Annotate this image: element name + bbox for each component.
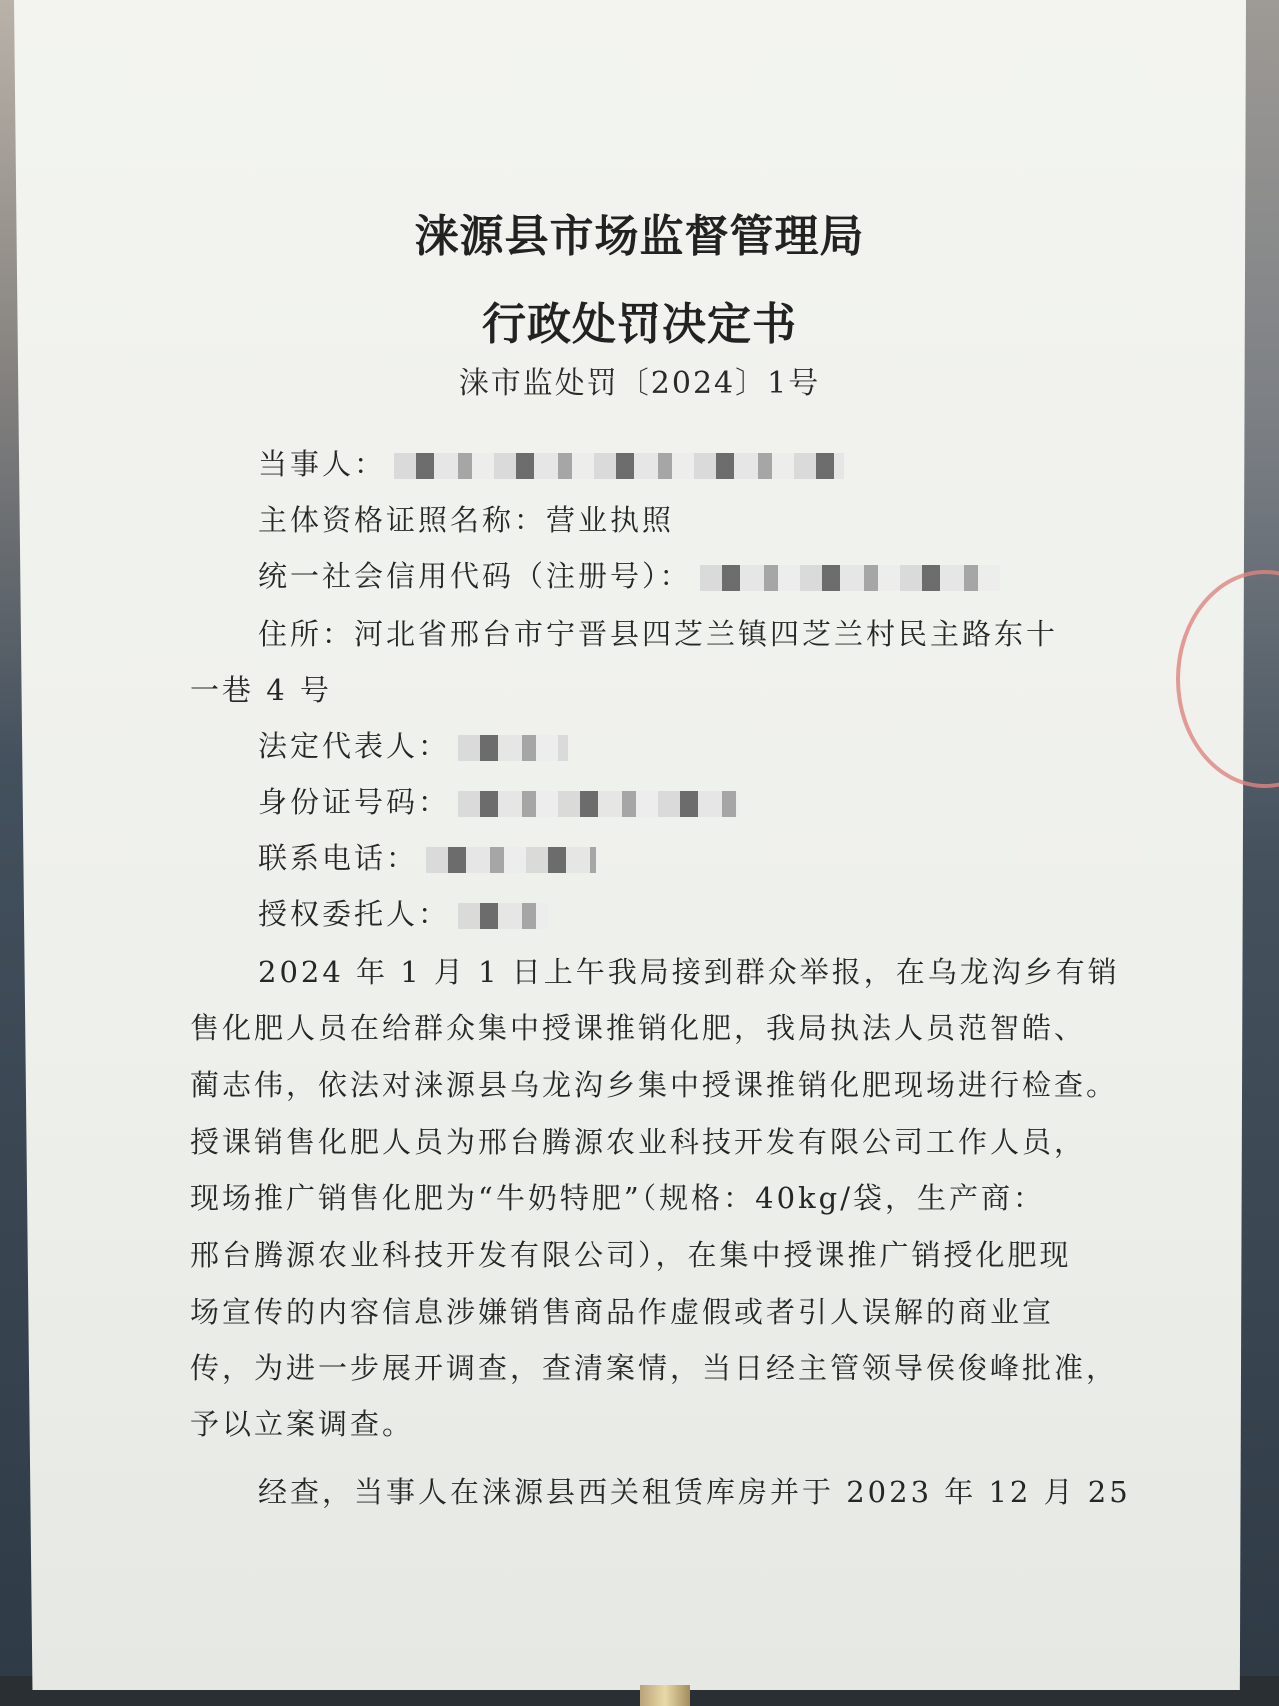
phone-label: 联系电话： — [258, 841, 419, 875]
body-line: 蔺志伟，依法对涞源县乌龙沟乡集中授课推销化肥现场进行检查。 — [190, 1068, 1119, 1102]
redacted-credit-code — [700, 565, 1000, 591]
redacted-party-name — [394, 453, 844, 479]
document-number: 涞市监处罚〔2024〕1号 — [458, 366, 821, 401]
address-label: 住所： — [258, 617, 355, 651]
redacted-id-number — [458, 791, 738, 817]
body-line: 传，为进一步展开调查，查清案情，当日经主管领导侯俊峰批准， — [190, 1351, 1119, 1385]
body-line: 予以立案调查。 — [190, 1407, 415, 1441]
phone-line — [258, 836, 596, 877]
body-line: 经查，当事人在涞源县西关租赁库房并于 2023 年 12 月 25 — [258, 1475, 1131, 1509]
legal-rep-line — [258, 724, 568, 765]
body-line: 授课销售化肥人员为邢台腾源农业科技开发有限公司工作人员， — [190, 1125, 1087, 1159]
body-line: 现场推广销售化肥为“牛奶特肥”（规格：40kg/袋，生产商： — [190, 1181, 1045, 1215]
legal-rep-label: 法定代表人： — [258, 729, 451, 763]
body-line: 邢台腾源农业科技开发有限公司），在集中授课推广销授化肥现 — [190, 1238, 1072, 1272]
id-number-label: 身份证号码： — [258, 785, 451, 819]
body-line: 售化肥人员在给群众集中授课推销化肥，我局执法人员范智皓、 — [190, 1011, 1087, 1045]
binder-clip — [640, 1685, 690, 1706]
body-line: 场宣传的内容信息涉嫌销售商品作虚假或者引人误解的商业宣 — [190, 1295, 1055, 1329]
address-line-2: 一巷 4 号 — [190, 673, 332, 707]
address-line-1 — [258, 612, 1058, 653]
credit-code-label: 统一社会信用代码（注册号）： — [258, 559, 692, 593]
agent-line — [258, 892, 548, 933]
id-number-line — [258, 780, 738, 821]
document-type-title: 行政处罚决定书 — [482, 299, 797, 350]
license-value: 营业执照 — [546, 503, 675, 537]
redacted-phone — [426, 847, 596, 873]
license-label: 主体资格证照名称： — [258, 503, 547, 537]
agent-label: 授权委托人： — [258, 897, 451, 931]
party-label: 当事人： — [258, 447, 387, 481]
credit-code-line — [258, 554, 1000, 595]
party-line — [258, 442, 844, 483]
redacted-legal-rep — [458, 735, 568, 761]
redacted-agent — [458, 903, 548, 929]
agency-title: 涞源县市场监督管理局 — [414, 211, 865, 262]
address-value-1: 河北省邢台市宁晋县四芝兰镇四芝兰村民主路东十 — [354, 617, 1059, 651]
license-line — [258, 498, 674, 539]
body-line: 2024 年 1 月 1 日上午我局接到群众举报，在乌龙沟乡有销 — [258, 955, 1120, 989]
